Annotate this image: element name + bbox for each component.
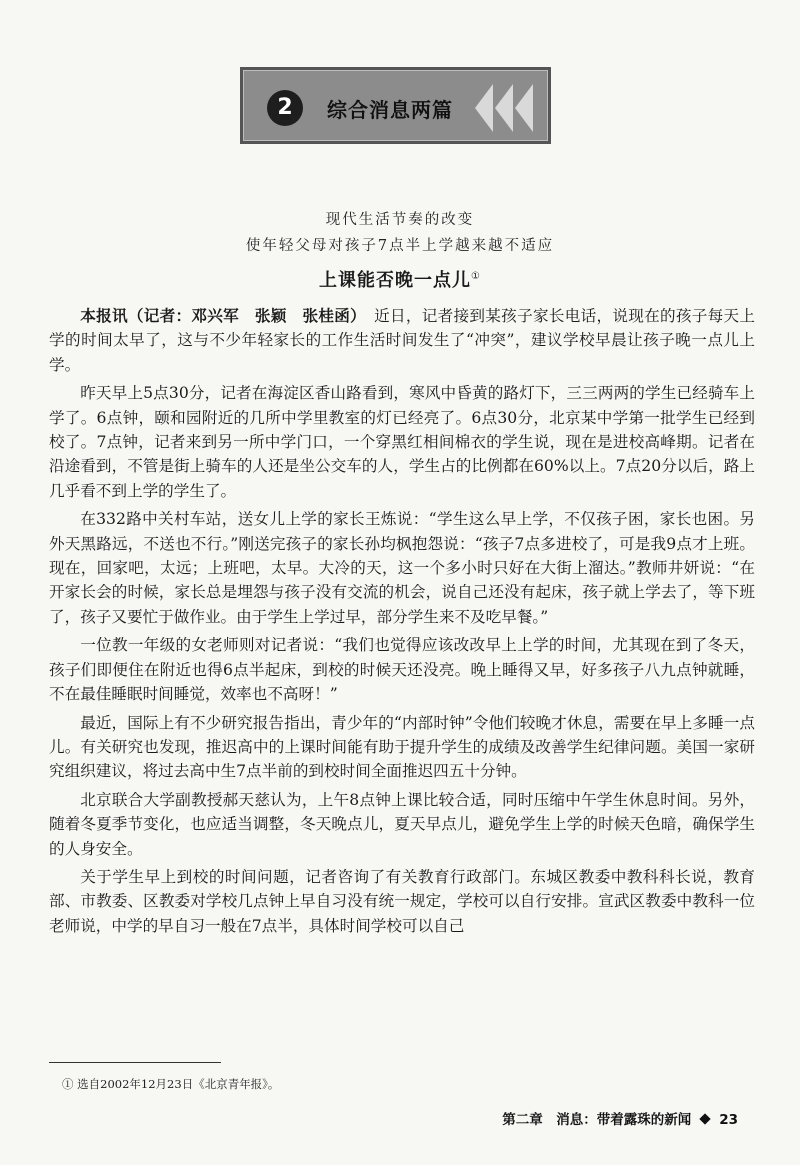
lead-text: 近日，记者接到某孩子家长电话，说现在的孩子每天上学的时间太早了，这与不少年轻家长的工作生活时间发生了“冲突”，建议学校早晨让孩子晚一点儿上学。	[49, 307, 755, 374]
chevron-left-icon	[495, 84, 513, 132]
chapter-title: 第二章 消息：带着露珠的新闻	[502, 1112, 692, 1128]
page-footer	[502, 1108, 738, 1128]
chevron-left-icon	[515, 84, 533, 132]
paragraph-lead	[49, 304, 755, 377]
byline: 本报讯（记者：邓兴军 张颖 张桂函）	[80, 307, 359, 325]
footnote: ① 选自2002年12月23日《北京青年报》。	[62, 1077, 280, 1091]
footnote-mark: ①	[471, 271, 481, 282]
article-body	[49, 304, 755, 942]
paragraph: 关于学生早上到校的时间问题，记者咨询了有关教育行政部门。东城区教委中教科科长说，教育部、市教委、区教委对学校几点钟上早自习没有统一规定，学校可以自行安排。宣武区教委中教科一位老师说，中学的早自习一般在7点半，具体时间学校可以自己	[49, 867, 755, 935]
section-number-badge: 2	[267, 90, 303, 126]
paragraph: 一位教一年级的女老师则对记者说：“我们也觉得应该改改早上上学的时间，尤其现在到了冬天，孩子们即便住在附近也得6点半起床，到校的时候天还没亮。晚上睡得又早，好多孩子八九点钟就睡，不在最佳睡眠时间睡觉，效率也不高呀！”	[49, 636, 755, 704]
page-number: 23	[719, 1112, 738, 1128]
paragraph: 在332路中关村车站，送女儿上学的家长王炼说：“学生这么早上学，不仅孩子困，家长也困。另外天黑路远，不送也不行。”刚送完孩子的家长孙均枫抱怨说：“孩子7点多进校了，可是我9点才上班。现在，回家吧，太远；上班吧，太早。大冷的天，这一个多小时只好在大街上溜达。”教师井妍说：“在开家长会的时候，家长总是埋怨与孩子没有交流的机会，说自己还没有起床，孩子就上学去了，等下班了，孩子又要忙于做作业。由于学生上学过早，部分学生来不及吃早餐。”	[49, 510, 755, 626]
section-title: 综合消息两篇	[327, 98, 453, 122]
headline-text: 上课能否晚一点儿	[319, 270, 472, 291]
article-headline	[0, 266, 800, 292]
diamond-icon	[700, 1113, 711, 1124]
chevron-left-icon	[475, 84, 493, 132]
footnote-divider	[49, 1062, 221, 1063]
paragraph: 昨天早上5点30分，记者在海淀区香山路看到，寒风中昏黄的路灯下，三三两两的学生已经骑车上学了。6点钟，颐和园附近的几所中学里教室的灯已经亮了。6点30分，北京某中学第一批学生已经到校了。7点钟，记者来到另一所中学门口，一个穿黑红相间棉衣的学生说，现在是进校高峰期。记者在沿途看到，不管是街上骑车的人还是坐公交车的人，学生占的比例都在60%以上。7点20分以后，路上几乎看不到上学的学生了。	[49, 384, 755, 500]
section-banner	[240, 67, 551, 144]
paragraph: 最近，国际上有不少研究报告指出，青少年的“内部时钟”令他们较晚才休息，需要在早上多睡一点儿。有关研究也发现，推迟高中的上课时间能有助于提升学生的成绩及改善学生纪律问题。美国一家研究组织建议，将过去高中生7点半前的到校时间全面推迟四五十分钟。	[49, 713, 755, 781]
kicker-line-2: 使年轻父母对孩子7点半上学越来越不适应	[245, 238, 555, 254]
paragraph: 北京联合大学副教授郝天慈认为，上午8点钟上课比较合适，同时压缩中午学生休息时间。另外，随着冬夏季节变化，也应适当调整，冬天晚点儿，夏天早点儿，避免学生上学的时候天色暗，确保学生的人身安全。	[49, 790, 755, 858]
kicker-line-1: 现代生活节奏的改变	[325, 212, 475, 228]
